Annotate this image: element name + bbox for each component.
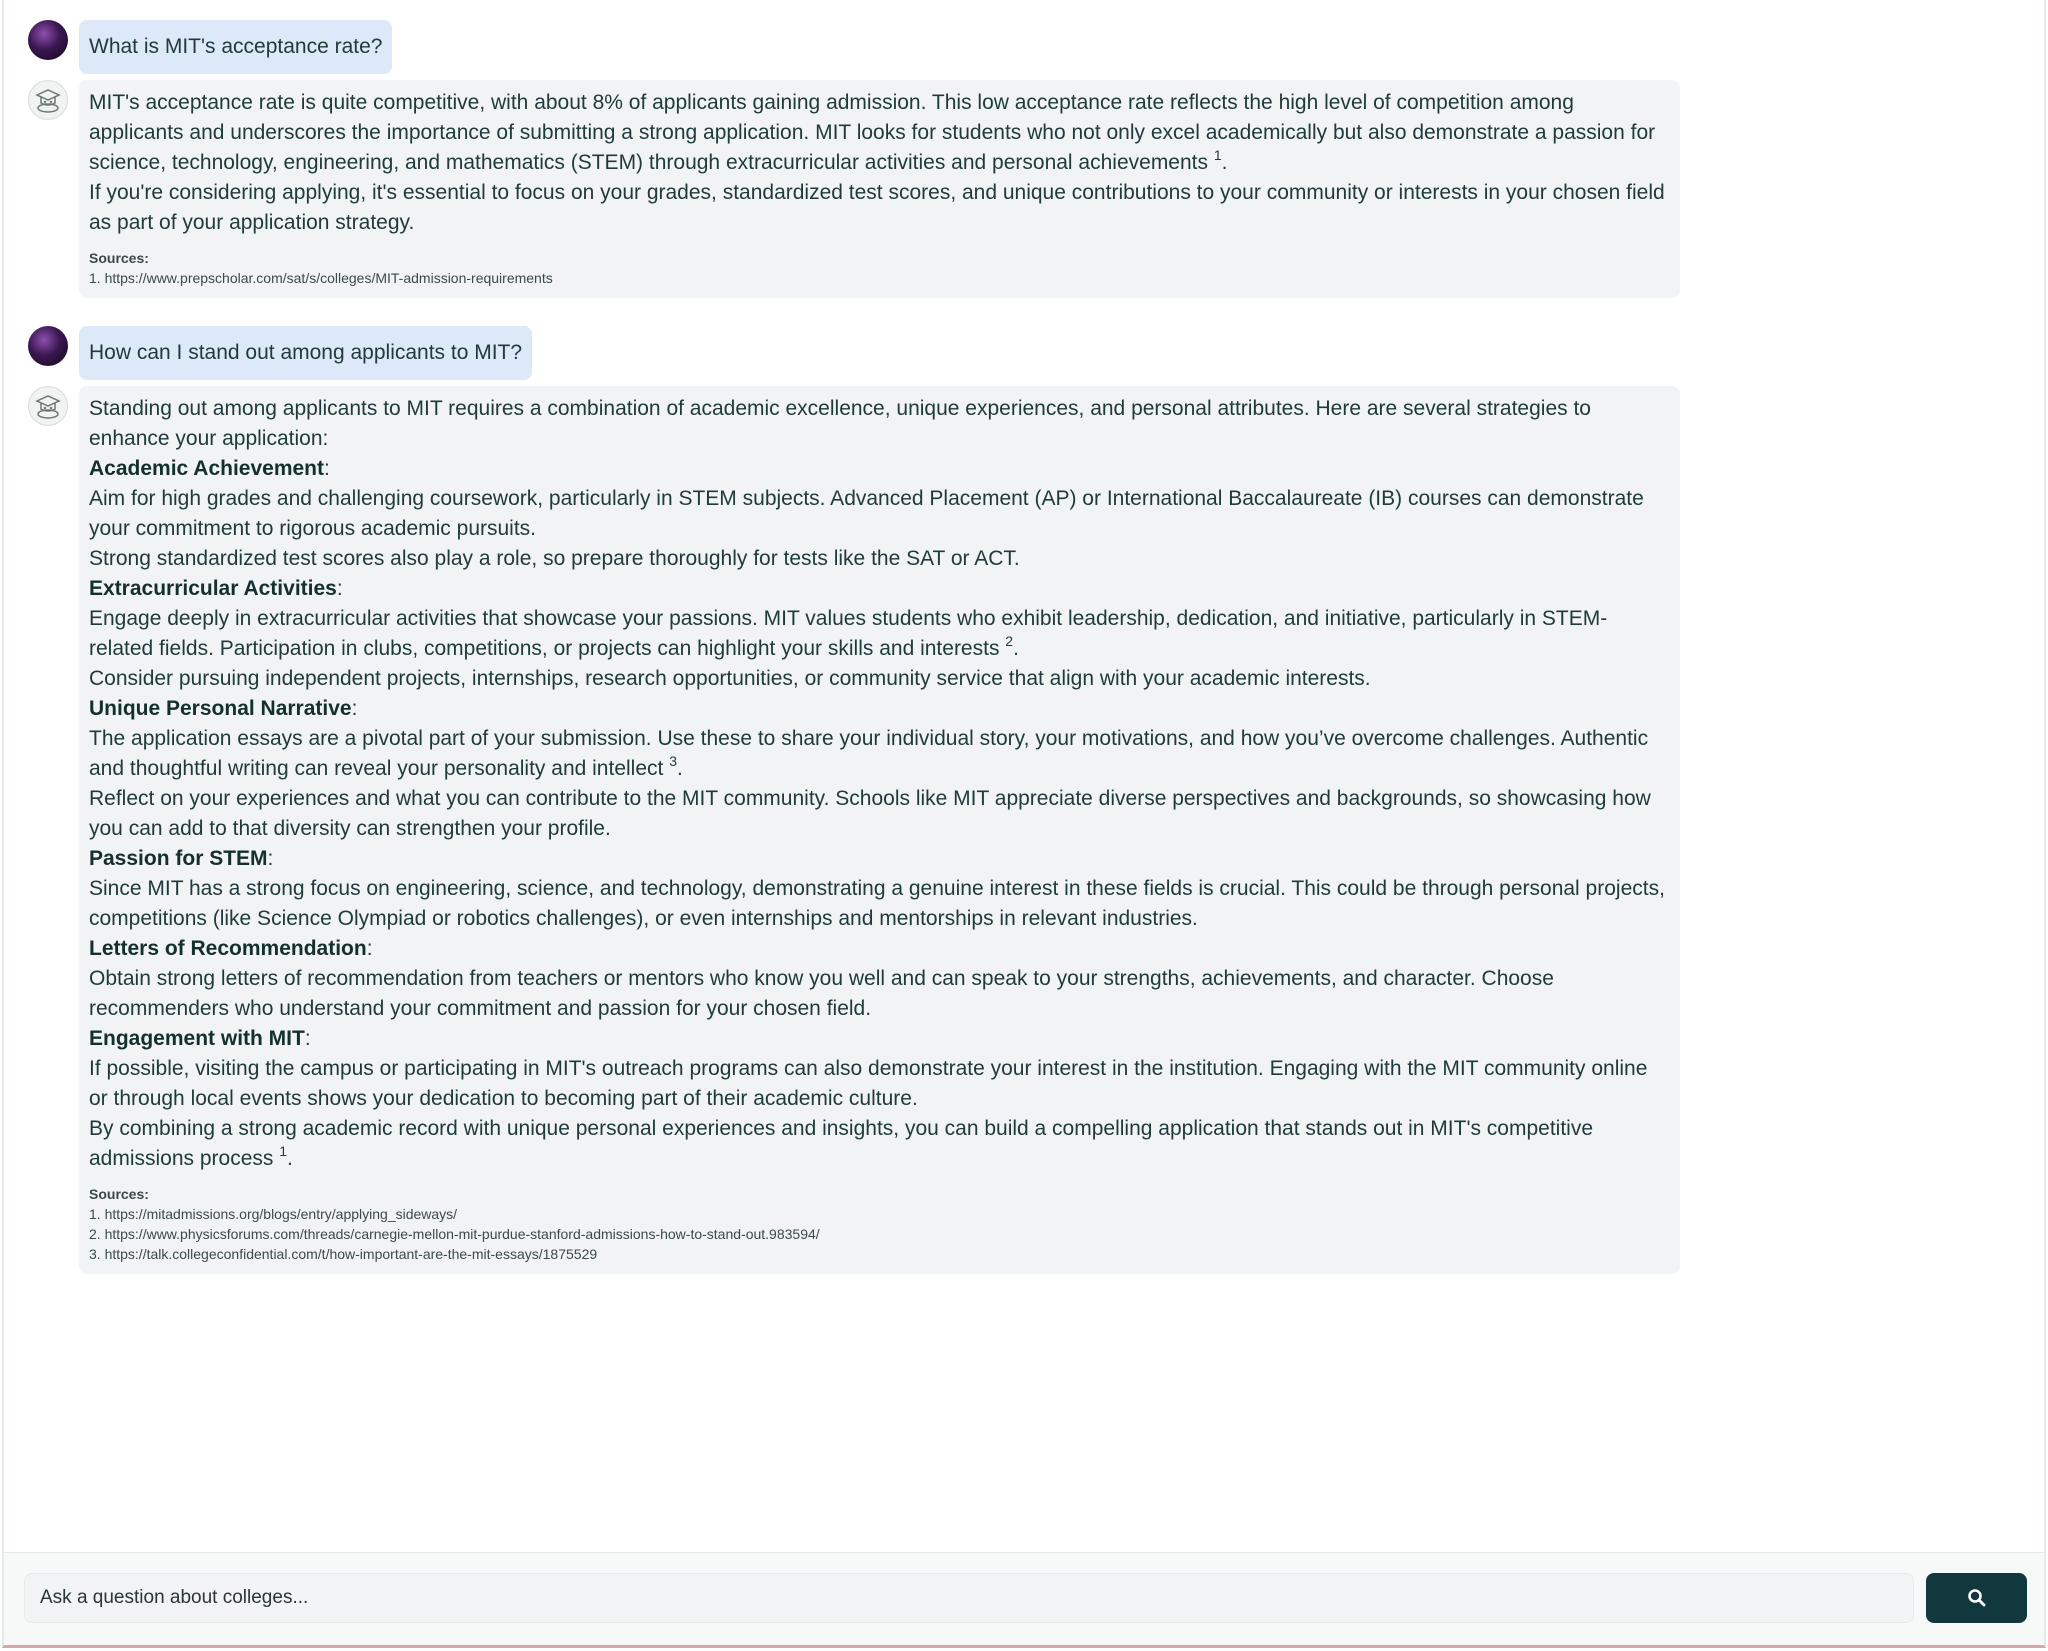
user-question: How can I stand out among applicants to MIT?	[89, 341, 523, 364]
user-avatar	[28, 20, 68, 60]
answer-paragraph: Engage deeply in extracurricular activities that showcase your passions. MIT values students who exhibit leadership, dedication, and initiative, particularly in STEM-related fields. Participation in clubs, competitions, or projects can highlight your skills and interests $^2$.	[89, 607, 1608, 660]
section-heading: Academic Achievement:	[89, 457, 330, 480]
section-heading: Passion for STEM:	[89, 847, 274, 870]
bot-icon	[29, 387, 67, 425]
answer-paragraph: The application essays are a pivotal part of your submission. Use these to share your individual story, your motivations, and how you’ve overcome challenges. Authentic and thoughtful writing can reveal your personality and intellect $^3$.	[89, 727, 1649, 780]
user-message-bubble	[79, 20, 392, 74]
composer-bar	[4, 1552, 2044, 1645]
answer-paragraph: Strong standardized test scores also play a role, so prepare thoroughly for tests like the SAT or ACT.	[89, 547, 1020, 570]
sources-list	[89, 248, 1670, 288]
question-input[interactable]	[24, 1573, 1914, 1623]
answer-paragraph: If you're considering applying, it's essential to focus on your grades, standardized test scores, and unique contributions to your community or interests in your chosen field as part of your application strategy.	[89, 181, 1665, 234]
message-list	[4, 0, 2044, 1553]
answer-paragraph: MIT's acceptance rate is quite competitive, with about 8% of applicants gaining admission. This low acceptance rate reflects the high level of competition among applicants and underscores the importance of submitting a strong application. MIT looks for students who not only excel academically but also demonstrate a passion for science, technology, engineering, and mathematics (STEM) through extracurricular activities and personal achievements $^1$.	[89, 91, 1656, 174]
answer-conclusion: By combining a strong academic record with unique personal experiences and insights, you can build a compelling application that stands out in MIT's competitive admissions process $^1$.	[89, 1117, 1594, 1170]
source-link[interactable]: 2. https://www.physicsforums.com/threads/carnegie-mellon-mit-purdue-stanford-admissions-how-to-stand-out.983594/	[89, 1226, 820, 1242]
search-button[interactable]	[1926, 1573, 2027, 1623]
assistant-message-bubble	[79, 386, 1680, 1274]
citation[interactable]: 3	[669, 753, 677, 769]
answer-paragraph: Since MIT has a strong focus on engineering, science, and technology, demonstrating a genuine interest in these fields is crucial. This could be through personal projects, competitions (like Science Olympiad or robotics challenges), or even internships and mentorships in relevant industries.	[89, 877, 1665, 930]
source-link[interactable]: 1. https://www.prepscholar.com/sat/s/colleges/MIT-admission-requirements	[89, 270, 553, 286]
sources-title: Sources:	[89, 1186, 149, 1202]
assistant-message-bubble	[79, 80, 1680, 298]
answer-paragraph: Aim for high grades and challenging coursework, particularly in STEM subjects. Advanced Placement (AP) or International Baccalaureate (IB) courses can demonstrate your commitment to rigorous academic pursuits.	[89, 487, 1644, 540]
chat-window	[2, 0, 2046, 1648]
answer-paragraph: If possible, visiting the campus or participating in MIT's outreach programs can also demonstrate your interest in the institution. Engaging with the MIT community online or through local events shows your dedication to becoming part of their academic culture.	[89, 1057, 1648, 1110]
source-link[interactable]: 3. https://talk.collegeconfidential.com/t/how-important-are-the-mit-essays/1875529	[89, 1246, 598, 1262]
search-icon	[1967, 1588, 1987, 1608]
assistant-avatar	[28, 386, 68, 426]
citation[interactable]: 1	[279, 1143, 288, 1159]
section-heading: Unique Personal Narrative:	[89, 697, 358, 720]
citation[interactable]: 2	[1005, 633, 1014, 649]
bot-icon	[29, 81, 67, 119]
section-heading: Letters of Recommendation:	[89, 937, 373, 960]
answer-intro: Standing out among applicants to MIT requires a combination of academic excellence, unique experiences, and personal attributes. Here are several strategies to enhance your application:	[89, 397, 1591, 450]
user-message-bubble	[79, 326, 532, 380]
answer-paragraph: Reflect on your experiences and what you can contribute to the MIT community. Schools like MIT appreciate diverse perspectives and backgrounds, so showcasing how you can add to that diversity can strengthen your profile.	[89, 787, 1651, 840]
citation[interactable]: 1	[1213, 147, 1222, 163]
section-heading: Engagement with MIT:	[89, 1027, 311, 1050]
section-heading: Extracurricular Activities:	[89, 577, 343, 600]
sources-list	[89, 1184, 1670, 1264]
assistant-avatar	[28, 80, 68, 120]
user-question: What is MIT's acceptance rate?	[89, 35, 383, 58]
user-avatar	[28, 326, 68, 366]
answer-paragraph: Consider pursuing independent projects, internships, research opportunities, or community service that align with your academic interests.	[89, 667, 1371, 690]
answer-paragraph: Obtain strong letters of recommendation from teachers or mentors who know you well and can speak to your strengths, achievements, and character. Choose recommenders who understand your commitment and passion for your chosen field.	[89, 967, 1554, 1020]
source-link[interactable]: 1. https://mitadmissions.org/blogs/entry/applying_sideways/	[89, 1206, 458, 1222]
sources-title: Sources:	[89, 250, 149, 266]
